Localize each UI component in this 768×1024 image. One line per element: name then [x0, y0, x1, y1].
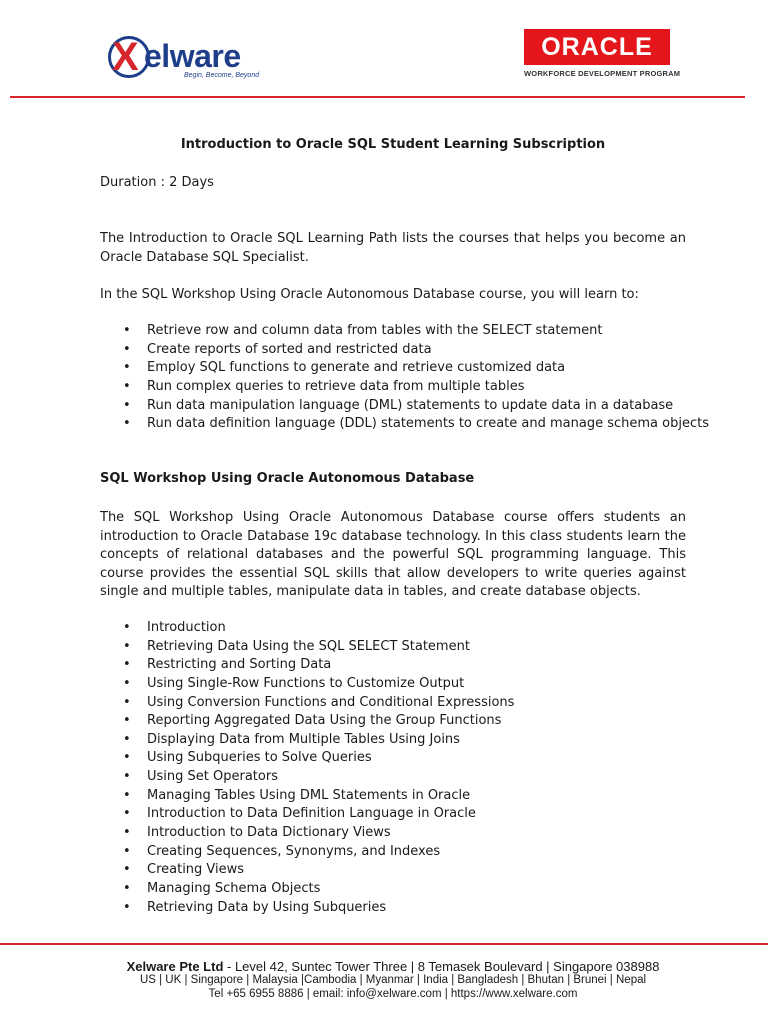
module-item-text: Creating Sequences, Synonyms, and Indexes — [147, 843, 441, 859]
bullet-icon: • — [123, 360, 131, 376]
bullet-icon: • — [123, 620, 131, 635]
bullet-icon: • — [123, 731, 131, 747]
learn-item-text: Run data definition language (DDL) statements to create and manage schema objects — [147, 416, 709, 432]
bullet-icon: • — [123, 675, 131, 691]
module-item-text: Using Single-Row Functions to Customize Output — [147, 675, 465, 691]
document-title: Introduction to Oracle SQL Student Learning Subscription — [180, 137, 606, 152]
learn-item — [0, 397, 768, 416]
learn-intro: In the SQL Workshop Using Oracle Autonomous Database course, you will learn to: — [100, 287, 639, 302]
module-item — [0, 805, 768, 824]
xelware-logo-mark: X — [112, 35, 139, 79]
learn-item — [0, 415, 768, 434]
header-divider — [10, 96, 745, 98]
module-item-text: Managing Schema Objects — [147, 880, 321, 896]
module-item-text: Using Conversion Functions and Conditional Expressions — [147, 694, 515, 710]
module-item-text: Using Set Operators — [147, 769, 278, 785]
learn-item — [0, 359, 768, 378]
bullet-icon: • — [123, 416, 131, 432]
module-item — [0, 824, 768, 843]
module-item — [0, 768, 768, 787]
xelware-logo — [108, 34, 268, 84]
module-item — [0, 749, 768, 768]
oracle-logo-subtitle: WORKFORCE DEVELOPMENT PROGRAM — [524, 69, 681, 78]
module-item — [0, 712, 768, 731]
module-item — [0, 787, 768, 806]
module-item-text: Introduction — [147, 620, 226, 635]
bullet-icon: • — [123, 862, 131, 878]
xelware-logo-word: elware — [144, 38, 241, 74]
module-item — [0, 656, 768, 675]
oracle-logo — [524, 29, 681, 81]
section-heading: SQL Workshop Using Oracle Autonomous Database — [100, 471, 475, 486]
bullet-icon: • — [123, 843, 131, 859]
module-item — [0, 880, 768, 899]
bullet-icon: • — [123, 825, 131, 841]
module-item-text: Introduction to Data Definition Language in Oracle — [147, 806, 476, 822]
module-list — [0, 619, 768, 917]
module-item-text: Retrieving Data by Using Subqueries — [147, 899, 387, 915]
bullet-icon: • — [123, 880, 131, 896]
module-item-text: Using Subqueries to Solve Queries — [147, 750, 372, 766]
bullet-icon: • — [123, 750, 131, 766]
bullet-icon: • — [123, 769, 131, 785]
module-item-text: Introduction to Data Dictionary Views — [147, 825, 391, 841]
bullet-icon: • — [123, 806, 131, 822]
bullet-icon: • — [123, 694, 131, 710]
learn-item-text: Run complex queries to retrieve data from multiple tables — [147, 378, 525, 394]
bullet-icon: • — [123, 787, 131, 803]
oracle-logo-word: ORACLE — [541, 33, 653, 61]
bullet-icon: • — [123, 341, 131, 357]
bullet-icon: • — [123, 378, 131, 394]
module-item — [0, 843, 768, 862]
module-item — [0, 899, 768, 918]
xelware-tagline: Begin, Become, Beyond — [184, 72, 260, 79]
footer-divider — [0, 943, 768, 945]
footer-address: - Level 42, Suntec Tower Three | 8 Temasek Boulevard | Singapore 038988 — [223, 959, 660, 974]
module-item-text: Displaying Data from Multiple Tables Using Joins — [147, 731, 460, 747]
learn-item — [0, 378, 768, 397]
learn-item-text: Create reports of sorted and restricted data — [147, 341, 432, 357]
learn-item-text: Run data manipulation language (DML) statements to update data in a database — [147, 397, 674, 413]
module-item — [0, 675, 768, 694]
module-item — [0, 861, 768, 880]
oracle-logo-box — [524, 29, 670, 65]
learn-item-text: Retrieve row and column data from tables with the SELECT statement — [147, 323, 603, 338]
module-item-text: Retrieving Data Using the SQL SELECT Statement — [147, 638, 470, 654]
footer-company: Xelware Pte Ltd — [126, 959, 224, 974]
footer-countries: US | UK | Singapore | Malaysia |Cambodia | Myanmar | India | Bangladesh | Bhutan | Brunei | Nepal — [139, 974, 647, 986]
bullet-icon: • — [123, 397, 131, 413]
bullet-icon: • — [123, 657, 131, 673]
module-item-text: Managing Tables Using DML Statements in Oracle — [147, 787, 471, 803]
intro-paragraph: The Introduction to Oracle SQL Learning Path lists the courses that helps you become an Oracle Database SQL Specialist. — [100, 231, 686, 265]
module-item-text: Reporting Aggregated Data Using the Group Functions — [147, 713, 502, 729]
module-item — [0, 619, 768, 638]
learn-list — [0, 322, 768, 434]
page-header — [0, 0, 768, 100]
module-item — [0, 638, 768, 657]
section-paragraph: The SQL Workshop Using Oracle Autonomous Database course offers students an introduction to Oracle Database 19c database technology. In this class students learn the concepts of relational databases and the powerful SQL programming language. This course provides the essential SQL skills that allow developers to write queries against single and multiple tables, manipulate data in tables, and create database objects. — [100, 510, 686, 600]
module-item-text: Restricting and Sorting Data — [147, 657, 332, 673]
bullet-icon: • — [123, 713, 131, 729]
learn-item — [0, 322, 768, 341]
footer-address-line — [0, 959, 768, 974]
module-item-text: Creating Views — [147, 862, 245, 878]
learn-item-text: Employ SQL functions to generate and retrieve customized data — [147, 360, 566, 376]
footer-contact: Tel +65 6955 8886 | email: info@xelware.com | https://www.xelware.com — [208, 988, 578, 1000]
bullet-icon: • — [123, 899, 131, 915]
duration-text: Duration : 2 Days — [100, 175, 214, 190]
bullet-icon: • — [123, 638, 131, 654]
module-item — [0, 731, 768, 750]
learn-item — [0, 341, 768, 360]
bullet-icon: • — [123, 323, 131, 338]
module-item — [0, 694, 768, 713]
